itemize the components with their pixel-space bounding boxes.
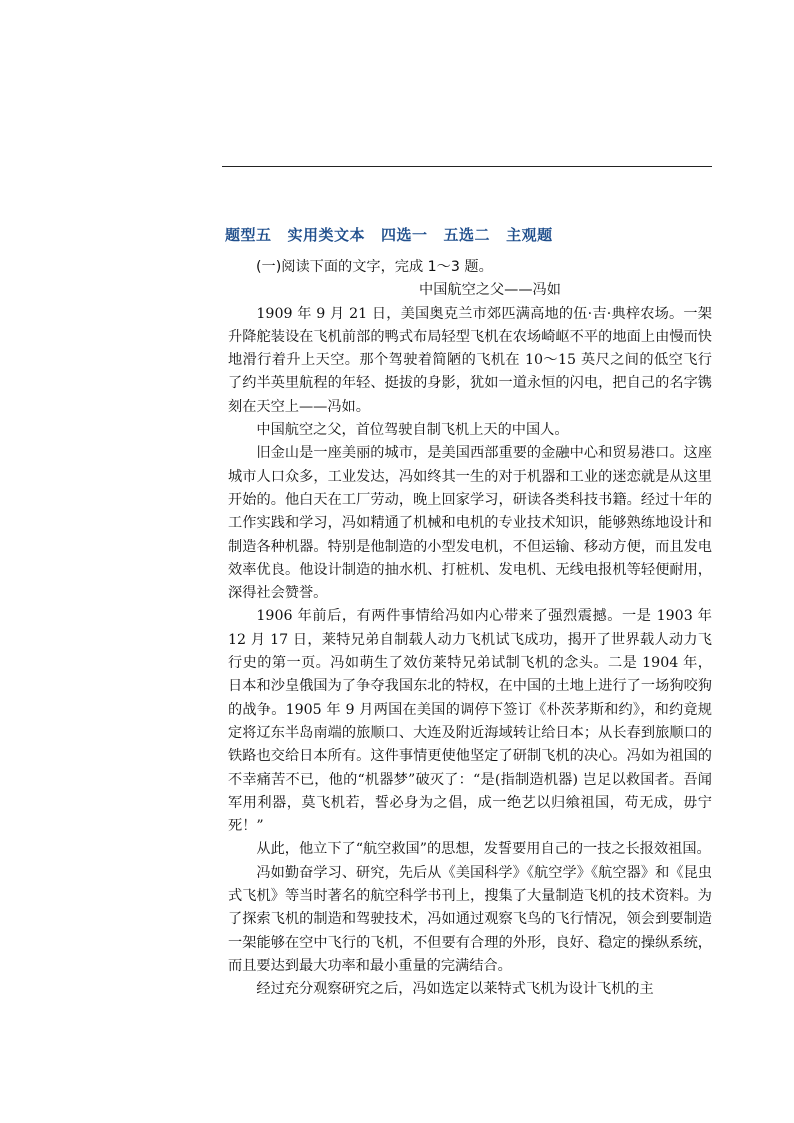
article-title: 中国航空之父——冯如 [419, 282, 561, 299]
paragraph: 中国航空之父，首位驾驶自制飞机上天的中国人。 [256, 422, 569, 439]
paragraph: 1906 年前后，有两件事情给冯如内心带来了强烈震撼。一是 1903 年 12 月 17 日，莱特兄弟自制载人动力飞机试飞成功，揭开了世界载人动力飞行史的第一页。冯如萌生了效仿莱特兄弟试制飞机的念头。二是 1904 年，日本和沙皇俄国为了争夺我国东北的特权，在中国的土地上进行了一场狗咬狗的战争。1905 年 9 月两国在美国的调停下签订《朴茨茅斯和约》，和约竟规定将辽东半岛南端的旅顺口、大连及附近海域转让给日本；从长春到旅顺口的铁路也交给日本所有。这件事情更使他坚定了研制飞机的决心。冯如为祖国的不幸痛苦不已，他的“机器梦”破灭了：“是(指制造机器) 岂足以救国者。吾闻军用利器，莫飞机若，誓必身为之倡，成一绝艺以归飨祖国，苟无成，毋宁死！” [228, 608, 712, 835]
section-heading [225, 224, 712, 245]
paragraph: 从此，他立下了“航空救国”的思想，发誓要用自己的一技之长报效祖国。 [256, 841, 711, 858]
article-content [228, 256, 712, 1002]
question-instruction: (一)阅读下面的文字，完成 1～3 题。 [256, 259, 493, 275]
heading-part: 主观题 [506, 226, 553, 244]
paragraph: 1909 年 9 月 21 日，美国奥克兰市郊匹满高地的伍·吉·典梓农场。一架升降舵装设在飞机前部的鸭式布局轻型飞机在农场崎岖不平的地面上由慢而快地滑行着升上天空。那个驾驶着简陋的飞机在 10～15 英尺之间的低空飞行了约半英里航程的年轻、挺拔的身影，犹如一道永恒的闪电，把自己的名字镌刻在天空上——冯如。 [228, 305, 712, 415]
header-rule [222, 166, 712, 167]
paragraph: 冯如勤奋学习、研究，先后从《美国科学》《航空学》《航空器》和《昆虫式飞机》等当时著名的航空科学书刊上，搜集了大量制造飞机的技术资料。为了探索飞机的制造和驾驶技术，冯如通过观察飞鸟的飞行情况，领会到要制造一架能够在空中飞行的飞机，不但要有合理的外形，良好、稳定的操纵系统，而且要达到最大功率和最小重量的完满结合。 [228, 864, 712, 974]
heading-part: 实用类文本 [287, 226, 366, 244]
heading-part: 四选一 [381, 226, 428, 244]
paragraph: 经过充分观察研究之后，冯如选定以莱特式飞机为设计飞机的主 [256, 981, 654, 998]
heading-part: 题型五 [225, 226, 272, 244]
heading-part: 五选二 [443, 226, 491, 244]
paragraph: 旧金山是一座美丽的城市，是美国西部重要的金融中心和贸易港口。这座城市人口众多，工业发达，冯如终其一生的对于机器和工业的迷恋就是从这里开始的。他白天在工厂劳动，晚上回家学习，研读各类科技书籍。经过十年的工作实践和学习，冯如精通了机械和电机的专业技术知识，能够熟练地设计和制造各种机器。特别是他制造的小型发电机，不但运输、移动方便，而且发电效率优良。他设计制造的抽水机、打桩机、发电机、无线电报机等轻便耐用，深得社会赞誉。 [228, 445, 712, 602]
